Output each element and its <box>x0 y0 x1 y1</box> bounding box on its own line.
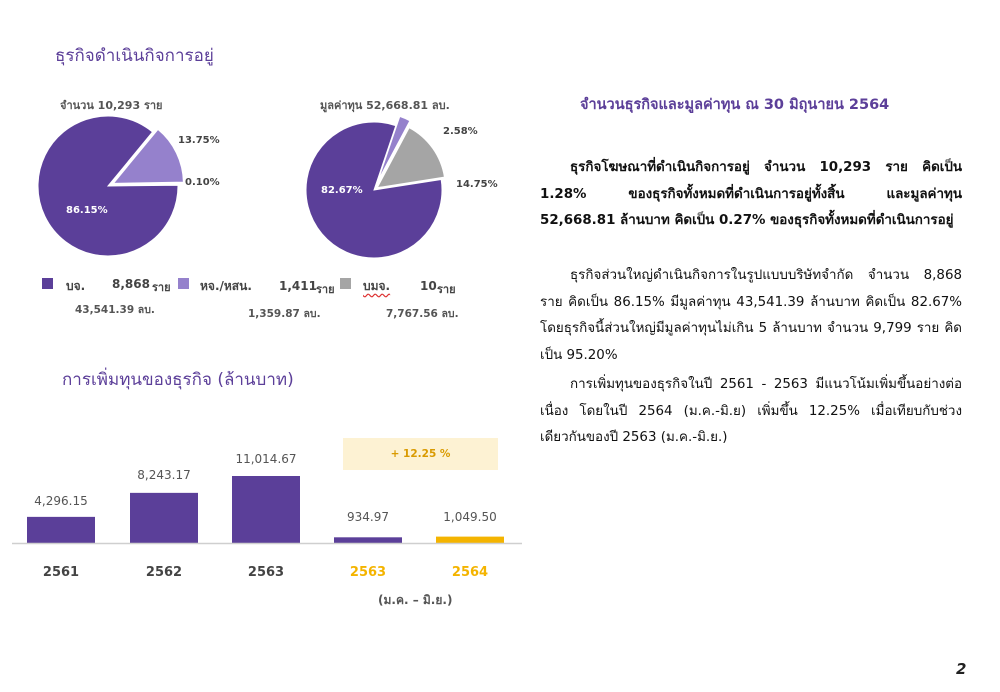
bar-value-2564-h1: 1,049.50 <box>443 510 497 524</box>
bar-2563-h1 <box>334 537 402 543</box>
bar-value-2561: 4,296.15 <box>34 494 88 508</box>
bar-year-2562: 2562 <box>145 565 183 580</box>
bar-2561 <box>27 517 95 543</box>
pie1-caption: จำนวน 10,293 ราย <box>60 99 163 112</box>
legend-count-company: 8,868 <box>112 277 150 291</box>
right-title: จำนวนธุรกิจและมูลค่าทุน ณ 30 มิถุนายน 2564 <box>580 97 890 113</box>
pie1-label-company: 86.15% <box>66 205 108 216</box>
bar-year-2564-h1: 2564 <box>451 565 489 580</box>
legend-unit-partnership: ราย <box>316 283 335 296</box>
legend-count-public: 10 <box>420 279 437 293</box>
pie-chart-count <box>30 112 190 262</box>
paragraph-capital-trend: การเพิ่มทุนของธุรกิจในปี 2561 - 2563 มีแนวโน้มเพิ่มขึ้นอย่างต่อเนื่อง โดยในปี 2564 (ม.ค.-มิ.ย) เพิ่มขึ้น 12.25% เมื่อเทียบกับช่วงเดียวกันของปี 2563 (ม.ค.-มิ.ย.) <box>540 377 962 445</box>
bar-2563 <box>232 476 300 543</box>
bar-value-2563-h1: 934.97 <box>347 510 389 524</box>
legend-capital-public: 7,767.56 ลบ. <box>386 308 459 320</box>
page-number: 2 <box>956 660 967 678</box>
legend-unit-company: ราย <box>152 281 171 294</box>
legend-swatch-company <box>42 278 53 289</box>
period-note: (ม.ค. – มิ.ย.) <box>378 593 453 607</box>
bar-year-2563: 2563 <box>247 565 285 580</box>
paragraph-summary: ธุรกิจโฆษณาที่ดำเนินกิจการอยู่ จำนวน 10,293 ราย คิดเป็น 1.28% ของธุรกิจทั้งหมดที่ดำเนินการอยู่ทั้งสิ้น และมูลค่าทุน 52,668.81 ล้านบาท คิดเป็น 0.27% ของธุรกิจทั้งหมดที่ดำเนินการอยู่ <box>540 160 962 228</box>
bar-year-2561: 2561 <box>42 565 80 580</box>
legend-count-partnership: 1,411 <box>279 279 317 293</box>
pie1-label-partnership: 13.75% <box>178 135 220 146</box>
operating-title: ธุรกิจดำเนินกิจการอยู่ <box>55 46 214 66</box>
growth-badge-text: + 12.25 % <box>390 448 451 460</box>
legend-label-partnership: หจ./หสน. <box>200 279 252 293</box>
bar-value-2562: 8,243.17 <box>137 468 191 482</box>
legend-capital-company: 43,541.39 ลบ. <box>75 304 155 316</box>
pie2-label-public: 14.75% <box>456 179 498 190</box>
pie2-label-partnership: 2.58% <box>443 126 478 137</box>
capital-increase-title: การเพิ่มทุนของธุรกิจ (ล้านบาท) <box>62 370 294 390</box>
legend-swatch-partnership <box>178 278 189 289</box>
bar-year-2563-h1: 2563 <box>349 565 387 580</box>
legend-capital-partnership: 1,359.87 ลบ. <box>248 308 321 320</box>
legend-swatch-public <box>340 278 351 289</box>
pie2-label-company: 82.67% <box>321 185 363 196</box>
bar-2564-h1 <box>436 537 504 543</box>
bar-2562 <box>130 493 198 543</box>
legend-label-company: บจ. <box>66 279 86 293</box>
bar-value-2563: 11,014.67 <box>235 452 297 466</box>
legend-label-public: บมจ. <box>363 279 391 293</box>
legend-unit-public: ราย <box>437 283 456 296</box>
pie1-label-public: 0.10% <box>185 177 220 188</box>
pie2-caption: มูลค่าทุน 52,668.81 ลบ. <box>320 99 450 112</box>
paragraph-company-detail: ธุรกิจส่วนใหญ่ดำเนินกิจการในรูปแบบบริษัทจำกัด จำนวน 8,868 ราย คิดเป็น 86.15% มีมูลค่าทุน 43,541.39 ล้านบาท คิดเป็น 82.67% โดยธุรกิจนี้ส่วนใหญ่มีมูลค่าทุนไม่เกิน 5 ล้านบาท จำนวน 9,799 ราย คิดเป็น 95.20% <box>540 268 962 363</box>
